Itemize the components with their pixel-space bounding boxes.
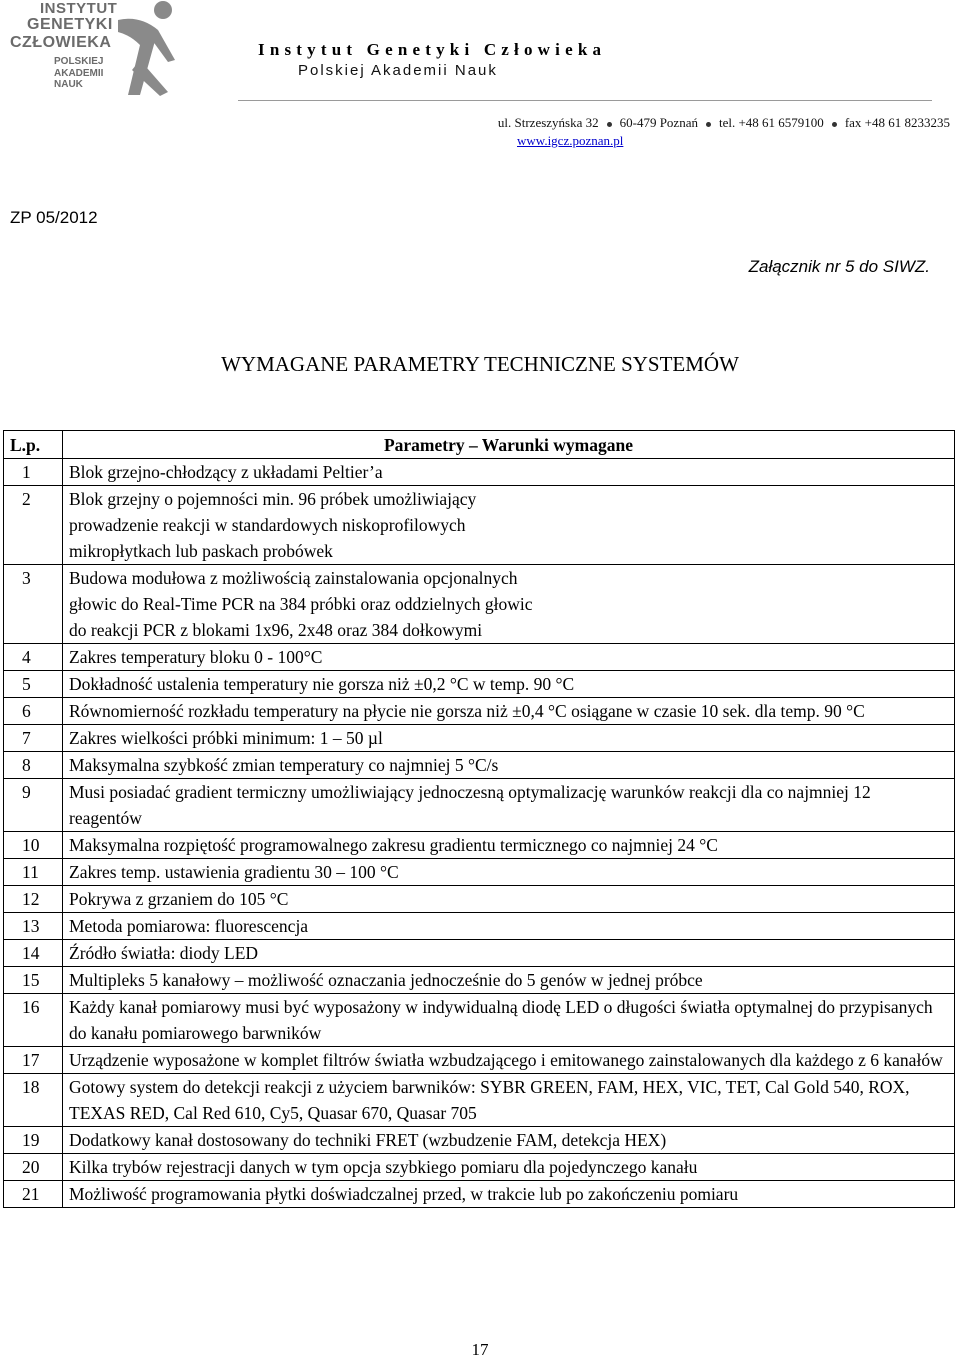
column-header-number: L.p. bbox=[4, 431, 63, 459]
logo-line-5: AKADEMII bbox=[54, 68, 104, 79]
requirement-text: Kilka trybów rejestracji danych w tym opcja szybkiego pomiaru dla pojedynczego kanału bbox=[69, 1157, 698, 1177]
row-requirement bbox=[63, 886, 955, 913]
annex-label: Załącznik nr 5 do SIWZ. bbox=[748, 257, 930, 276]
document-title: WYMAGANE PARAMETRY TECHNICZNE SYSTEMÓW bbox=[221, 352, 739, 376]
table-row bbox=[4, 859, 955, 886]
logo-line-4: POLSKIEJ bbox=[54, 56, 104, 67]
table-row bbox=[4, 1154, 955, 1181]
address-city: 60-479 Poznań bbox=[619, 115, 698, 130]
institute-subtitle: Polskiej Akademii Nauk bbox=[298, 62, 498, 79]
requirement-text: Każdy kanał pomiarowy musi być wyposażony w indywidualną diodę LED o długości światła optymalnej do przypisanych do kanału pomiarowego barwników bbox=[69, 997, 933, 1043]
requirement-text: Możliwość programowania płytki doświadczalnej przed, w trakcie lub po zakończeniu pomiaru bbox=[69, 1184, 739, 1204]
row-number: 5 bbox=[4, 671, 63, 698]
header-divider bbox=[238, 100, 932, 101]
requirement-text: Maksymalna rozpiętość programowalnego zakresu gradientu termicznego co najmniej 24 °C bbox=[69, 835, 718, 855]
table-row bbox=[4, 1181, 955, 1208]
row-requirement bbox=[63, 859, 955, 886]
row-requirement bbox=[63, 486, 955, 565]
requirement-text: Blok grzejno-chłodzący z układami Peltier’a bbox=[69, 462, 383, 482]
bullet-icon bbox=[607, 122, 612, 127]
requirement-text: Źródło światła: diody LED bbox=[69, 943, 259, 963]
requirement-text: Musi posiadać gradient termiczny umożliwiający jednoczesną optymalizację warunków reakcji dla co najmniej 12 reagentów bbox=[69, 782, 871, 828]
table-row bbox=[4, 886, 955, 913]
table-row bbox=[4, 486, 955, 565]
institute-logo bbox=[0, 0, 250, 100]
row-requirement bbox=[63, 779, 955, 832]
table-row bbox=[4, 913, 955, 940]
requirement-text: Zakres temperatury bloku 0 - 100°C bbox=[69, 647, 323, 667]
row-requirement bbox=[63, 725, 955, 752]
row-requirement bbox=[63, 459, 955, 486]
logo-line-2: GENETYKI bbox=[27, 16, 113, 33]
requirement-text: Zakres temp. ustawienia gradientu 30 – 100 °C bbox=[69, 862, 399, 882]
row-number: 8 bbox=[4, 752, 63, 779]
row-requirement bbox=[63, 1047, 955, 1074]
row-number: 18 bbox=[4, 1074, 63, 1127]
row-requirement bbox=[63, 940, 955, 967]
row-number: 15 bbox=[4, 967, 63, 994]
fax-number: fax +48 61 8233235 bbox=[844, 115, 950, 130]
table-row bbox=[4, 1127, 955, 1154]
bullet-icon bbox=[832, 122, 837, 127]
requirement-text: Dodatkowy kanał dostosowany do techniki FRET (wzbudzenie FAM, detekcja HEX) bbox=[69, 1130, 667, 1150]
row-number: 11 bbox=[4, 859, 63, 886]
row-requirement bbox=[63, 671, 955, 698]
row-requirement bbox=[63, 832, 955, 859]
row-requirement bbox=[63, 1074, 955, 1127]
row-number: 9 bbox=[4, 779, 63, 832]
row-number: 20 bbox=[4, 1154, 63, 1181]
requirement-text: Równomierność rozkładu temperatury na płycie nie gorsza niż ±0,4 °C osiągane w czasie 10 sek. dla temp. 90 °C bbox=[69, 701, 865, 721]
table-row bbox=[4, 1074, 955, 1127]
row-requirement bbox=[63, 698, 955, 725]
table-header-row bbox=[4, 431, 955, 459]
row-number: 19 bbox=[4, 1127, 63, 1154]
column-header-parameters: Parametry – Warunki wymagane bbox=[63, 431, 955, 459]
row-requirement bbox=[63, 1154, 955, 1181]
row-requirement bbox=[63, 1181, 955, 1208]
row-number: 21 bbox=[4, 1181, 63, 1208]
row-number: 3 bbox=[4, 565, 63, 644]
bullet-icon bbox=[706, 122, 711, 127]
page-number: 17 bbox=[471, 1340, 489, 1359]
table-row bbox=[4, 832, 955, 859]
table-row bbox=[4, 459, 955, 486]
phone-number: tel. +48 61 6579100 bbox=[718, 115, 824, 130]
table-row bbox=[4, 779, 955, 832]
table-row bbox=[4, 698, 955, 725]
parameters-table bbox=[3, 430, 955, 1208]
requirement-text: Zakres wielkości próbki minimum: 1 – 50 µl bbox=[69, 728, 383, 748]
requirement-text: Multipleks 5 kanałowy – możliwość oznaczania jednocześnie do 5 genów w jednej próbce bbox=[69, 970, 703, 990]
requirement-text: Maksymalna szybkość zmian temperatury co najmniej 5 °C/s bbox=[69, 755, 499, 775]
address-street: ul. Strzeszyńska 32 bbox=[497, 115, 599, 130]
row-requirement bbox=[63, 967, 955, 994]
institute-name: Instytut Genetyki Człowieka bbox=[258, 40, 607, 59]
reference-number: ZP 05/2012 bbox=[10, 208, 98, 227]
row-number: 17 bbox=[4, 1047, 63, 1074]
row-number: 6 bbox=[4, 698, 63, 725]
table-row bbox=[4, 725, 955, 752]
row-number: 16 bbox=[4, 994, 63, 1047]
table-row bbox=[4, 1047, 955, 1074]
website-link[interactable]: www.igcz.poznan.pl bbox=[517, 133, 624, 148]
table-row bbox=[4, 644, 955, 671]
row-requirement bbox=[63, 752, 955, 779]
row-number: 2 bbox=[4, 486, 63, 565]
row-requirement bbox=[63, 565, 955, 644]
requirement-text: Gotowy system do detekcji reakcji z użyciem barwników: SYBR GREEN, FAM, HEX, VIC, TET, Cal Gold 540, ROX, TEXAS RED, Cal Red 610, Cy5, Quasar 670, Quasar 705 bbox=[69, 1077, 910, 1123]
row-number: 12 bbox=[4, 886, 63, 913]
table-row bbox=[4, 967, 955, 994]
requirement-text: Blok grzejny o pojemności min. 96 próbek umożliwiający prowadzenie reakcji w standardowych niskoprofilowych mikropłytkach lub paskach probówek bbox=[69, 489, 477, 561]
logo-line-3: CZŁOWIEKA bbox=[10, 34, 112, 51]
table-row bbox=[4, 671, 955, 698]
requirement-text: Pokrywa z grzaniem do 105 °C bbox=[69, 889, 289, 909]
row-number: 4 bbox=[4, 644, 63, 671]
table-row bbox=[4, 752, 955, 779]
table-row bbox=[4, 565, 955, 644]
row-requirement bbox=[63, 1127, 955, 1154]
logo-line-1: INSTYTUT bbox=[40, 0, 118, 17]
row-requirement bbox=[63, 644, 955, 671]
row-number: 1 bbox=[4, 459, 63, 486]
requirement-text: Metoda pomiarowa: fluorescencja bbox=[69, 916, 309, 936]
address-line bbox=[498, 115, 950, 131]
table-row bbox=[4, 994, 955, 1047]
row-number: 10 bbox=[4, 832, 63, 859]
row-requirement bbox=[63, 994, 955, 1047]
row-number: 14 bbox=[4, 940, 63, 967]
row-number: 13 bbox=[4, 913, 63, 940]
row-number: 7 bbox=[4, 725, 63, 752]
logo-line-6: NAUK bbox=[54, 79, 83, 90]
requirement-text: Budowa modułowa z możliwością zainstalowania opcjonalnych głowic do Real-Time PCR na 384 próbki oraz oddzielnych głowic do reakcji PCR z blokami 1x96, 2x48 oraz 384 dołkowymi bbox=[69, 568, 533, 640]
table-row bbox=[4, 940, 955, 967]
requirement-text: Urządzenie wyposażone w komplet filtrów światła wzbudzającego i emitowanego zainstalowanych dla każdego z 6 kanałów bbox=[69, 1050, 943, 1070]
row-requirement bbox=[63, 913, 955, 940]
requirement-text: Dokładność ustalenia temperatury nie gorsza niż ±0,2 °C w temp. 90 °C bbox=[69, 674, 575, 694]
